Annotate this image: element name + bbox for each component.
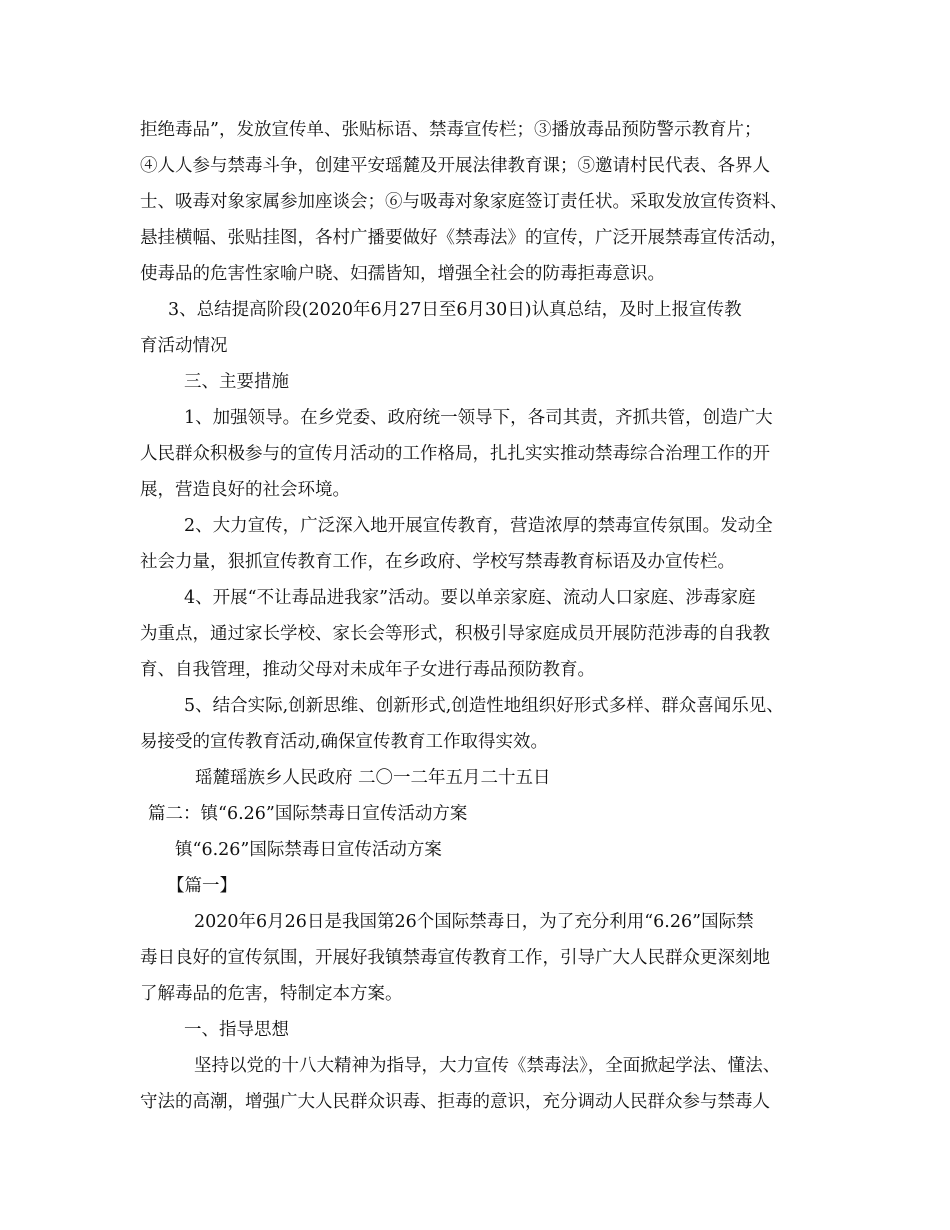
subsection-label bbox=[140, 868, 820, 904]
paragraph-measure-publicity bbox=[140, 508, 820, 580]
text-line: 育、自我管理，推动父母对未成年子女进行毒品预防教育。 bbox=[140, 660, 595, 680]
text-line: 2020年6月26日是我国第26个国际禁毒日，为了充分利用“6.26”国际禁 bbox=[194, 912, 754, 932]
text-line: 育活动情况 bbox=[140, 336, 228, 356]
text-line: 使毒品的危害性家喻户晓、妇孺皆知，增强全社会的防毒拒毒意识。 bbox=[140, 264, 665, 284]
text-line: 守法的高潮，增强广大人民群众识毒、拒毒的意识，充分调动人民群众参与禁毒人 bbox=[140, 1092, 770, 1112]
paragraph-plan-intro bbox=[140, 904, 820, 1012]
text-line: 易接受的宣传教育活动,确保宣传教育工作取得实效。 bbox=[140, 732, 549, 752]
paragraph-publicity-activities bbox=[140, 112, 820, 292]
paragraph-measure-family bbox=[140, 580, 820, 688]
text-line: 5、结合实际,创新思维、创新形式,创造性地组织好形式多样、群众喜闻乐见、 bbox=[184, 696, 784, 716]
text-line: 士、吸毒对象家属参加座谈会；⑥与吸毒对象家庭签订责任状。采取发放宣传资料、 bbox=[140, 192, 788, 212]
signature-text: 瑶麓瑶族乡人民政府 二〇一二年五月二十五日 bbox=[195, 768, 551, 788]
heading-text: 一、指导思想 bbox=[184, 1020, 289, 1040]
text-line: 毒日良好的宣传氛围，开展好我镇禁毒宣传教育工作，引导广大人民群众更深刻地 bbox=[140, 948, 770, 968]
text-line: 了解毒品的危害，特制定本方案。 bbox=[140, 984, 403, 1004]
title-text: 篇二：镇“6.26”国际禁毒日宣传活动方案 bbox=[148, 804, 468, 824]
paragraph-measure-innovation bbox=[140, 688, 820, 760]
section-title-part-two bbox=[140, 796, 820, 832]
title-text: 镇“6.26”国际禁毒日宣传活动方案 bbox=[175, 840, 442, 860]
text-line: 1、加强领导。在乡党委、政府统一领导下，各司其责，齐抓共管，创造广大 bbox=[184, 408, 773, 428]
text-line: 人民群众积极参与的宣传月活动的工作格局，扎扎实实推动禁毒综合治理工作的开 bbox=[140, 444, 770, 464]
paragraph-summary-phase bbox=[140, 292, 820, 364]
text-line: 4、开展“不让毒品进我家”活动。要以单亲家庭、流动人口家庭、涉毒家庭 bbox=[184, 588, 756, 608]
text-line: 拒绝毒品”，发放宣传单、张贴标语、禁毒宣传栏；③播放毒品预防警示教育片； bbox=[140, 120, 762, 140]
text-line: 3、总结提高阶段(2020年6月27日至6月30日)认真总结，及时上报宣传教 bbox=[168, 300, 742, 320]
text-line: 社会力量，狠抓宣传教育工作，在乡政府、学校写禁毒教育标语及办宣传栏。 bbox=[140, 552, 735, 572]
text-line: 为重点，通过家长学校、家长会等形式，积极引导家庭成员开展防范涉毒的自我教 bbox=[140, 624, 770, 644]
paragraph-guiding-thought bbox=[140, 1048, 820, 1120]
signature-line bbox=[140, 760, 820, 796]
text-line: 悬挂横幅、张贴挂图，各村广播要做好《禁毒法》的宣传，广泛开展禁毒宣传活动， bbox=[140, 228, 788, 248]
heading-text: 三、主要措施 bbox=[184, 372, 289, 392]
section-heading-guiding-thought bbox=[140, 1012, 820, 1048]
text-line: 展，营造良好的社会环境。 bbox=[140, 480, 350, 500]
text-line: 2、大力宣传，广泛深入地开展宣传教育，营造浓厚的禁毒宣传氛围。发动全 bbox=[184, 516, 773, 536]
paragraph-measure-leadership bbox=[140, 400, 820, 508]
text-line: 坚持以党的十八大精神为指导，大力宣传《禁毒法》，全面掀起学法、懂法、 bbox=[194, 1056, 781, 1076]
plan-title bbox=[140, 832, 820, 868]
section-heading-main-measures bbox=[140, 364, 820, 400]
label-text: 【篇一】 bbox=[167, 876, 237, 896]
text-line: ④人人参与禁毒斗争，创建平安瑶麓及开展法律教育课；⑤邀请村民代表、各界人 bbox=[140, 156, 770, 176]
